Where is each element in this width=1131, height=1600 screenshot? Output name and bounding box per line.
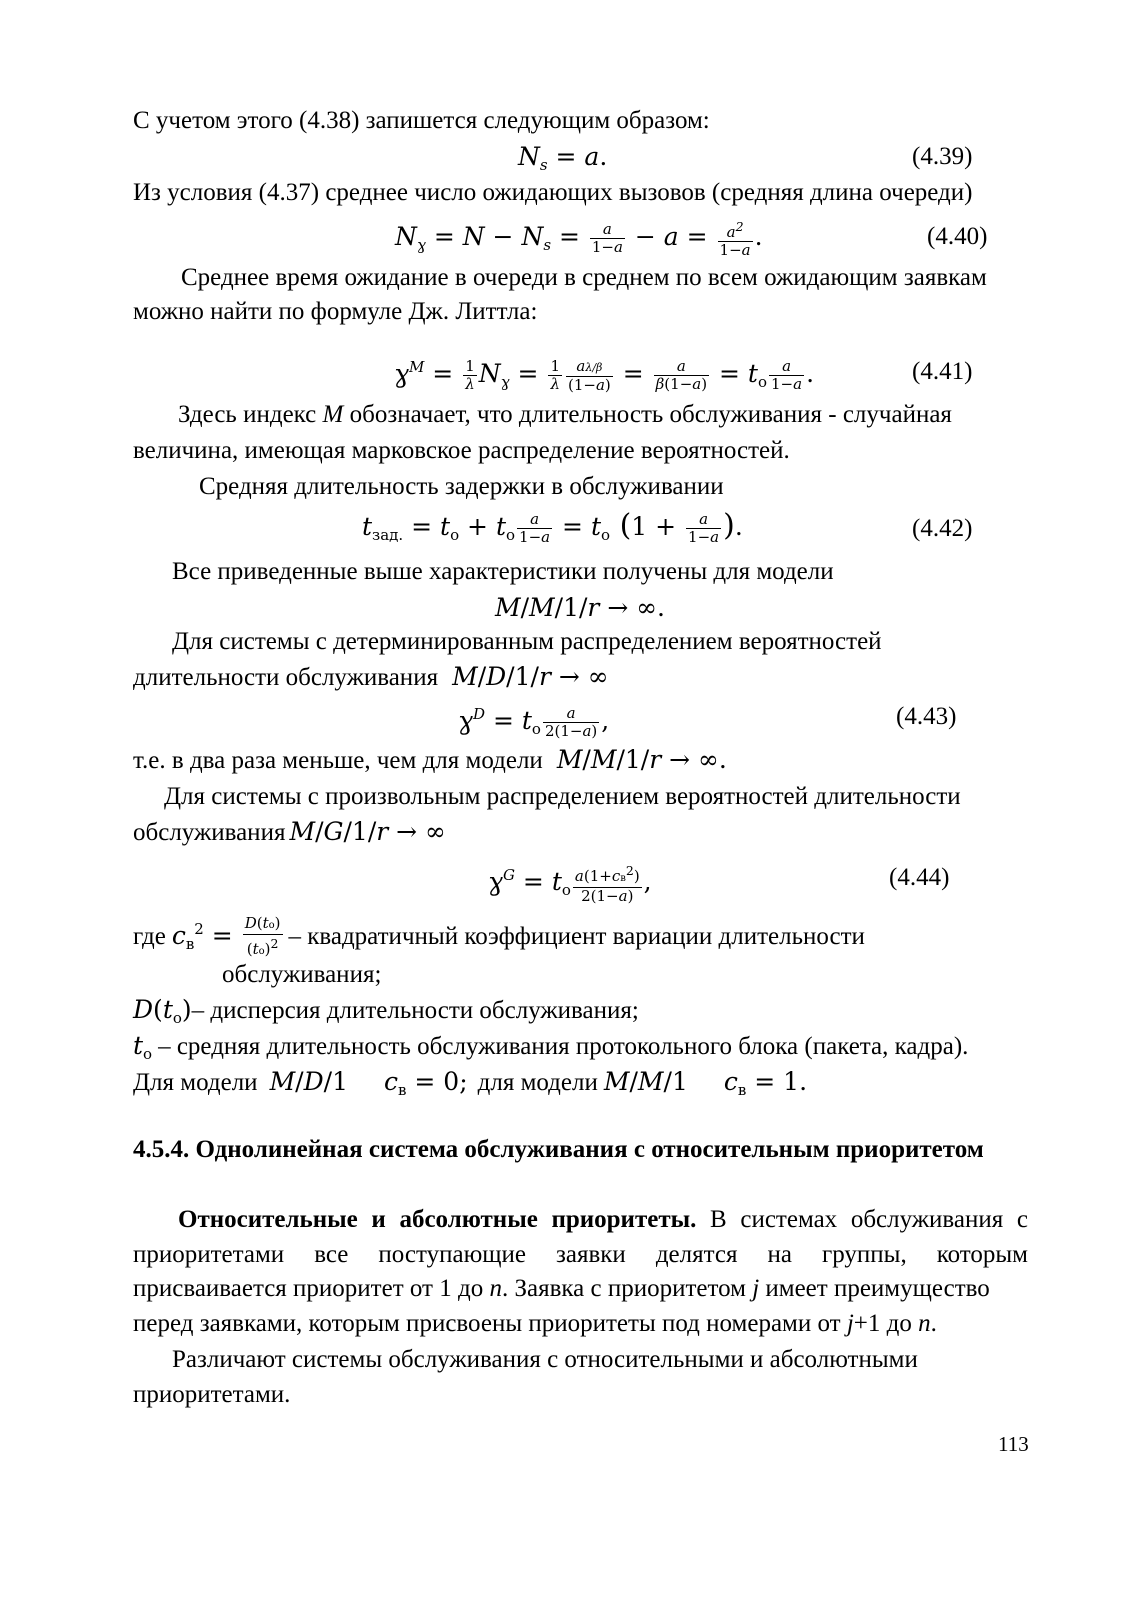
text-segment: M bbox=[322, 401, 344, 428]
text-line: Среднее время ожидание в очереди в среднем по всем ожидающим заявкам bbox=[181, 264, 987, 291]
text-line: $D(t_о)-$ дисперсия длительности обслуживания; bbox=[133, 995, 639, 1027]
equation-4-39: $N_s = a$. bbox=[518, 142, 608, 174]
text-segment: – квадратичный коэффициент вариации длительности bbox=[288, 923, 865, 950]
text-line: т.е. в два раза меньше, чем для модели M/M/1/r → ∞. bbox=[133, 745, 727, 774]
text-line: С учетом этого (4.38) запишется следующим образом: bbox=[133, 107, 710, 134]
paragraph-line bbox=[133, 1309, 937, 1339]
equation-number: (4.39) bbox=[912, 143, 973, 170]
text-line bbox=[178, 400, 952, 430]
equation-number: (4.44) bbox=[889, 864, 950, 891]
equation-4-43: ɣ$^D$ = $t_о$ $\frac{a}{2(1-a)}$ , bbox=[458, 704, 610, 740]
text-line: Из условия (4.37) среднее число ожидающих вызовов (средняя длина очереди) bbox=[133, 179, 973, 206]
text-segment: имеет преимущество bbox=[759, 1275, 990, 1302]
equation-number: (4.41) bbox=[912, 358, 973, 385]
text-line: обслуживания; bbox=[222, 961, 382, 988]
text-segment: j bbox=[846, 1310, 854, 1337]
paragraph-line bbox=[133, 1274, 990, 1304]
text-line: Для модели M/D/1 $c_в = 0$; для модели M/M/1 $c_в = 1$. bbox=[133, 1067, 808, 1099]
text-line: обслуживания M/G/1/r → ∞ bbox=[133, 817, 446, 846]
equation-number: (4.42) bbox=[912, 515, 973, 542]
text-segment: n bbox=[489, 1275, 502, 1302]
text-segment: – средняя длительность обслуживания протокольного блока (пакета, кадра). bbox=[158, 1033, 969, 1060]
text-segment: +1 до bbox=[853, 1310, 919, 1337]
text-segment: обслуживания bbox=[133, 819, 286, 846]
text-segment: где bbox=[133, 923, 166, 950]
text-segment: Относительные и абсолютные приоритеты. bbox=[178, 1206, 697, 1233]
text-segment: – дисперсия длительности обслуживания; bbox=[191, 997, 639, 1024]
text-line: Для системы с произвольным распределением вероятностей длительности bbox=[164, 783, 961, 810]
paragraph-line: приоритетами. bbox=[133, 1381, 291, 1408]
text-line: величина, имеющая марковское распределение вероятностей. bbox=[133, 437, 790, 464]
equation-4-44: ɣ$^G$ = $t_о$ $\frac{a(1+cв^2)}{2(1-a)}$ , bbox=[488, 863, 652, 905]
text-line: где $c_в^2$ = $\frac{D(tо)}{(tо)^2}$ – квадратичный коэффициент вариации длительности bbox=[133, 914, 865, 958]
text-line: Средняя длительность задержки в обслуживании bbox=[199, 473, 724, 500]
text-segment: Для модели bbox=[133, 1069, 258, 1096]
text-segment: для модели bbox=[477, 1069, 598, 1096]
page-number: 113 bbox=[998, 1432, 1029, 1456]
paragraph-line: приоритетами все поступающие заявки делятся на группы, которым bbox=[133, 1241, 1028, 1268]
text-line: Все приведенные выше характеристики получены для модели bbox=[172, 558, 834, 585]
equation-4-42: $t_{зад.} = t_о + t_о$ $\frac{a}{1-a}$ = $t_о$ (1 + $\frac{a}{1-a}$ ). bbox=[362, 508, 743, 546]
text-segment: обозначает, что длительность обслуживания - случайная bbox=[343, 401, 952, 428]
section-heading: 4.5.4. Однолинейная система обслуживания с относительным приоритетом bbox=[133, 1136, 984, 1163]
text-line: длительности обслуживания M/D/1/r → ∞ bbox=[133, 662, 609, 691]
text-line: Для системы с детерминированным распределением вероятностей bbox=[172, 628, 882, 655]
text-segment: Здесь индекс bbox=[178, 401, 323, 428]
equation-4-41: ɣ$^M$ = $\frac{1}{\lambda}$ $N_ɣ$ = $\frac{1}{\lambda}$ $\frac{a\lambda/\beta}{(1-a)}$ = $\frac{a}{\beta(1-a)}$ = $t_о$ $\frac{a}{1-a}$ . bbox=[394, 356, 815, 394]
text-segment: присваивается приоритет от 1 до bbox=[133, 1275, 490, 1302]
model-formula: M/M/1/r → ∞. bbox=[495, 593, 665, 622]
text-line: можно найти по формуле Дж. Литтла: bbox=[133, 298, 538, 325]
text-segment: перед заявками, которым присвоены приоритеты под номерами от bbox=[133, 1310, 847, 1337]
paragraph-line bbox=[178, 1205, 1028, 1235]
text-segment: n bbox=[918, 1310, 931, 1337]
text-segment: . bbox=[930, 1310, 937, 1337]
text-segment: . Заявка с приоритетом bbox=[501, 1275, 753, 1302]
text-segment: В системах обслуживания с bbox=[696, 1206, 1028, 1233]
text-segment: т.е. в два раза меньше, чем для модели bbox=[133, 747, 543, 774]
equation-number: (4.40) bbox=[927, 223, 988, 250]
text-segment: длительности обслуживания bbox=[133, 664, 439, 691]
equation-number: (4.43) bbox=[896, 703, 957, 730]
text-line: $t_о$ – средняя длительность обслуживания протокольного блока (пакета, кадра). bbox=[133, 1031, 969, 1063]
paragraph-line: Различают системы обслуживания с относительными и абсолютными bbox=[172, 1346, 918, 1373]
equation-4-40: $N_ɣ = N - N_s$ = $\frac{a}{1-a}$ − a = $\frac{a^2}{1-a}$ . bbox=[395, 219, 763, 259]
text-segment: j bbox=[752, 1275, 760, 1302]
